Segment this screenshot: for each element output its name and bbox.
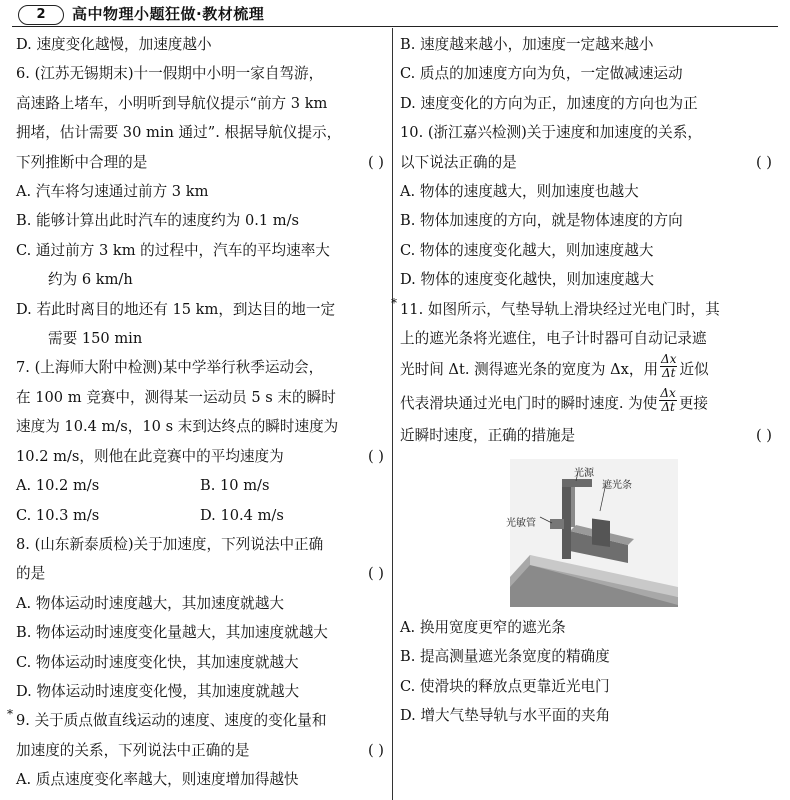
q6-option-b: B. 能够计算出此时汽车的速度约为 0.1 m/s	[16, 212, 300, 230]
q10-line-1: 10. (浙江嘉兴检测)关于速度和加速度的关系，	[400, 124, 702, 142]
q10-option-a: A. 物体的速度越大，则加速度也越大	[400, 183, 639, 201]
question-9	[7, 706, 384, 794]
answer-blank[interactable]: ( )	[755, 427, 772, 445]
challenge-star: *	[7, 707, 13, 722]
q8-option-b: B. 物体运动时速度变化量越大，其加速度就越大	[16, 624, 328, 642]
q8-option-a: A. 物体运动时速度越大，其加速度就越大	[16, 594, 284, 612]
q11-option-c: C. 使滑块的释放点更靠近光电门	[400, 677, 610, 695]
velocity-fraction	[659, 387, 676, 421]
question-7	[16, 353, 384, 529]
q10-stem-end: 以下说法正确的是	[400, 153, 517, 171]
q7-option-c: C. 10.3 m/s	[16, 506, 100, 524]
q7-line-3: 速度为 10.4 m/s，10 s 末到达终点的瞬时速度为	[16, 418, 339, 436]
q7-stem-end: 10.2 m/s，则他在此竞赛中的平均速度为	[16, 447, 284, 465]
q11-line-4-text: 代表滑块通过光电门时的瞬时速度. 为使	[400, 395, 658, 413]
velocity-fraction	[660, 353, 677, 387]
q6-option-c-cont: 约为 6 km/h	[48, 271, 133, 289]
answer-blank[interactable]: ( )	[367, 741, 384, 759]
page-header	[12, 4, 778, 26]
q7-option-b: B. 10 m/s	[200, 477, 270, 495]
q6-option-a: A. 汽车将匀速通过前方 3 km	[16, 183, 209, 201]
q11-line-3-text: 光时间 Δt. 测得遮光条的宽度为 Δx，用	[400, 361, 659, 379]
q6-line-3: 拥堵，估计需要 30 min 通过”. 根据导航仪提示，	[16, 124, 342, 142]
column-divider	[392, 28, 393, 800]
fraction-numerator: Δx	[660, 386, 676, 401]
q6-stem-end: 下列推断中合理的是	[16, 153, 148, 171]
q9-line-2	[16, 736, 384, 765]
q9-option-b: B. 速度越来越小，加速度一定越来越小	[400, 36, 654, 53]
q7-options-row-2	[16, 501, 384, 530]
question-11	[391, 295, 772, 731]
q11-option-b: B. 提高测量遮光条宽度的精确度	[400, 648, 610, 666]
q8-option-d: D. 物体运动时速度变化慢，其加速度就越大	[16, 682, 300, 700]
question-6	[16, 59, 384, 353]
book-title: 高中物理小题狂做·教材梳理	[72, 5, 265, 23]
q9-option-a: A. 质点速度变化率越大，则速度增加得越快	[16, 771, 299, 789]
q6-option-d-cont: 需要 150 min	[48, 330, 143, 348]
fraction-denominator: Δt	[662, 366, 676, 381]
q11-line-2: 上的遮光条将光遮住，电子计时器可自动记录遮	[400, 330, 707, 348]
q7-option-d: D. 10.4 m/s	[200, 506, 284, 524]
answer-blank[interactable]: ( )	[367, 447, 384, 465]
q6-line-1: 6. (江苏无锡期末)十一假期中小明一家自驾游，	[16, 65, 324, 83]
page-number: 2	[18, 5, 64, 25]
q6-option-c: C. 通过前方 3 km 的过程中，汽车的平均速率大	[16, 241, 330, 259]
challenge-star: *	[391, 295, 397, 310]
air-track-photo	[506, 459, 678, 607]
q11-option-a: A. 换用宽度更窄的遮光条	[400, 618, 566, 636]
q11-line-3	[400, 353, 772, 387]
q7-line-1: 7. (上海师大附中检测)某中学举行秋季运动会，	[16, 359, 324, 377]
q7-line-2: 在 100 m 竞赛中，测得某一运动员 5 s 末的瞬时	[16, 388, 336, 406]
q6-line-4	[16, 148, 384, 177]
q6-option-d: D. 若此时离目的地还有 15 km，到达目的地一定	[16, 300, 336, 318]
q10-option-d: D. 物体的速度变化越快，则加速度越大	[400, 271, 654, 289]
q9-option-c: C. 质点的加速度方向为负，一定做减速运动	[400, 65, 683, 83]
q10-option-b: B. 物体加速度的方向，就是物体速度的方向	[400, 212, 683, 230]
q11-line-4	[400, 387, 772, 421]
question-10	[400, 118, 772, 294]
question-8	[16, 530, 384, 706]
q11-option-d: D. 增大气垫导轨与水平面的夹角	[400, 707, 611, 725]
answer-blank[interactable]: ( )	[367, 153, 384, 171]
fraction-numerator: Δx	[661, 352, 677, 367]
q8-stem-end: 的是	[16, 565, 46, 583]
q8-line-1: 8. (山东新泰质检)关于加速度，下列说法中正确	[16, 535, 324, 553]
left-column	[7, 30, 384, 795]
q7-option-a: A. 10.2 m/s	[16, 477, 100, 495]
q7-options-row-1	[16, 471, 384, 500]
q9-stem-end: 加速度的关系，下列说法中正确的是	[16, 741, 250, 759]
light-source-label: 光源	[574, 467, 594, 479]
q10-line-2	[400, 148, 772, 177]
fraction-denominator: Δt	[661, 400, 675, 415]
q5-option-d: D. 速度变化越慢，加速度越小	[16, 36, 212, 53]
q11-line-5	[400, 421, 772, 450]
photo-tube-label: 光敏管	[506, 517, 536, 529]
q11-line-1: 11. 如图所示，气垫导轨上滑块经过光电门时，其	[400, 300, 720, 318]
q6-line-2: 高速路上堵车，小明听到导航仪提示“前方 3 km	[16, 94, 328, 112]
q11-line-3-end: 近似	[679, 361, 709, 379]
q9-line-1: 9. 关于质点做直线运动的速度、速度的变化量和	[16, 712, 327, 730]
q11-line-4-end: 更接	[678, 395, 709, 413]
q7-line-4	[16, 442, 384, 471]
q10-option-c: C. 物体的速度变化越大，则加速度越大	[400, 241, 654, 259]
right-column	[391, 30, 772, 731]
answer-blank[interactable]: ( )	[367, 565, 384, 583]
q8-line-2	[16, 559, 384, 588]
shade-strip-label: 遮光条	[602, 479, 632, 491]
q11-stem-end: 近瞬时速度，正确的措施是	[400, 427, 576, 445]
header-rule	[12, 26, 778, 27]
q8-option-c: C. 物体运动时速度变化快，其加速度就越大	[16, 653, 299, 671]
answer-blank[interactable]: ( )	[755, 153, 772, 171]
q9-option-d: D. 速度变化的方向为正，加速度的方向也为正	[400, 94, 698, 112]
